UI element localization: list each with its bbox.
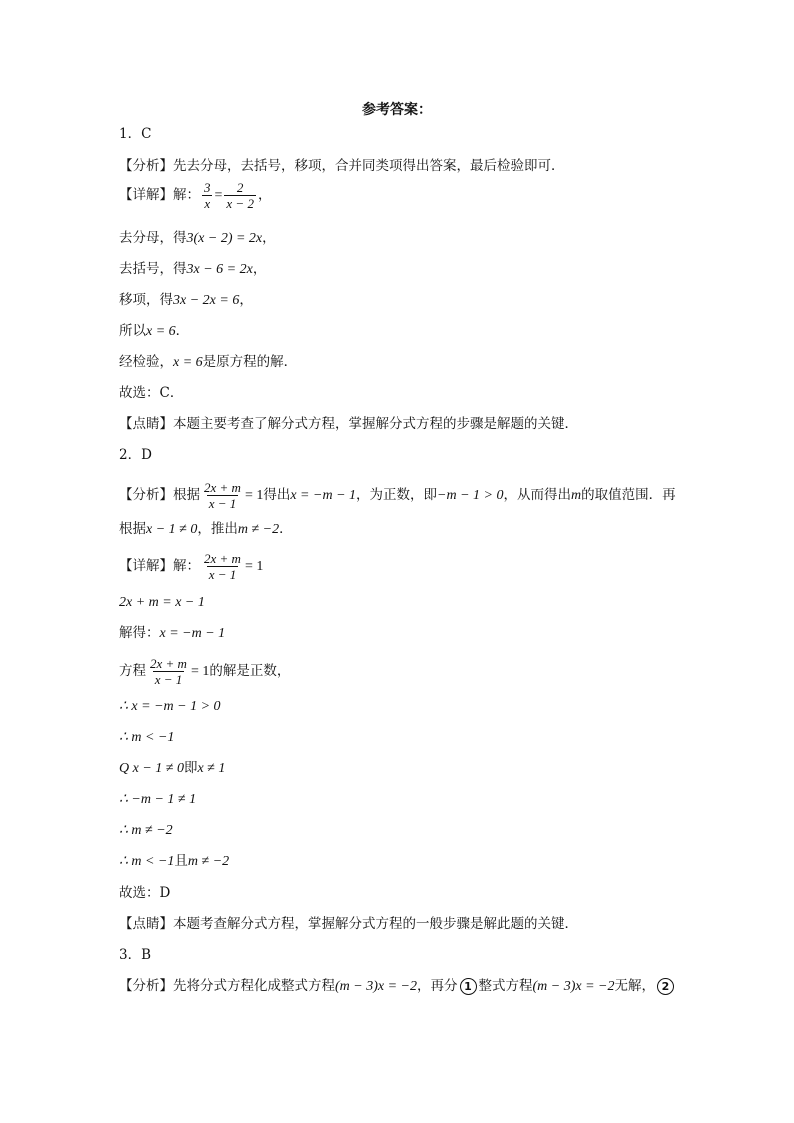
page-title: 参考答案： [362, 102, 432, 118]
math: (m − 3)x = −2 [335, 979, 417, 994]
punct: ， [252, 261, 267, 277]
q3-analysis [119, 976, 676, 997]
q2-line-a [119, 592, 205, 613]
frac-den: x − 1 [208, 567, 237, 582]
q2-head: 2．D [119, 447, 152, 463]
text: ，从而得出 [503, 487, 571, 503]
frac-num: 2 [236, 180, 244, 195]
text: 解得： [119, 625, 160, 641]
punct: ． [175, 323, 190, 339]
text: 【分析】先将分式方程化成整式方程 [119, 978, 335, 994]
math: m ≠ −2 [187, 854, 230, 869]
frac-den: x − 2 [226, 196, 254, 211]
circled-number: 2 [657, 978, 674, 995]
q2-step-2 [119, 727, 174, 748]
text: 即 [183, 760, 198, 776]
frac-num: 2x + m [204, 551, 241, 566]
text: 【详解】解： [119, 558, 200, 574]
q2-equation [119, 656, 290, 687]
equals-one: = 1 [244, 488, 264, 503]
q1-fraction-right [224, 180, 256, 211]
q1-analysis: 【分析】先去分母，去括号，移项，合并同类项得出答案，最后检验即可． [119, 158, 565, 174]
punct: ， [257, 187, 272, 203]
q1-fraction-left [202, 180, 213, 211]
step-math: x = 6 [146, 324, 176, 339]
math: ∴ m < −1 [119, 730, 175, 745]
q1-comment: 【点睛】本题主要考查了解分式方程，掌握解分式方程的步骤是解题的关键． [119, 416, 578, 432]
q1-step-1 [119, 228, 276, 249]
math: ∴ m < −1 [119, 854, 175, 869]
math: x = −m − 1 [159, 626, 226, 641]
math: ∴ x = −m − 1 > 0 [119, 699, 221, 714]
step-text: 是原方程的解． [202, 354, 298, 370]
punct: ， [262, 230, 276, 246]
step-math: 3(x − 2) = 2x [186, 231, 263, 246]
q2-analysis [119, 480, 676, 511]
math: m ≠ −2 [237, 522, 280, 537]
math: ∴ −m − 1 ≠ 1 [119, 792, 197, 807]
math: −m − 1 > 0 [437, 488, 504, 503]
text: 且 [174, 853, 188, 869]
text: 根据 [119, 521, 146, 537]
text: ，为正数，即 [356, 487, 438, 503]
text: 无解， [614, 978, 655, 994]
step-text: 去分母，得 [119, 230, 187, 246]
q2-equation-fraction [148, 656, 189, 687]
math: x − 1 ≠ 0 [146, 522, 198, 537]
q1-step-3 [119, 290, 253, 311]
text: 得出 [263, 487, 291, 503]
math: (m − 3)x = −2 [532, 979, 615, 994]
q2-step-3 [119, 758, 225, 779]
step-text: 经检验， [119, 354, 173, 370]
text: ． [279, 521, 293, 537]
q1-detail-label: 【详解】解： [119, 187, 200, 203]
frac-num: 2x + m [150, 656, 187, 671]
q1-head: 1．C [119, 126, 152, 142]
step-math: x = 6 [173, 355, 203, 370]
math: x = −m − 1 [290, 488, 357, 503]
step-math: 3x − 2x = 6 [173, 293, 240, 308]
q1-step-4 [119, 321, 189, 342]
step-text: 所以 [119, 323, 146, 339]
equals-one: = 1 [244, 559, 264, 574]
frac-den: x − 1 [208, 496, 237, 511]
equals-sign: = [214, 188, 223, 203]
q1-step-2 [119, 259, 266, 280]
q1-check [119, 352, 297, 373]
text: 【分析】根据 [119, 487, 200, 503]
step-text: 移项，得 [119, 292, 173, 308]
frac-den: x − 1 [154, 672, 183, 687]
q2-choice: 故选：D [119, 885, 171, 901]
q2-solve [119, 623, 225, 644]
q1-choice: 故选：C． [119, 385, 184, 401]
step-text: 去括号，得 [119, 261, 187, 277]
q2-analysis-cont [119, 519, 293, 540]
q1-detail [119, 180, 271, 211]
text: ，再分 [417, 978, 458, 994]
math: 2x + m = x − 1 [119, 595, 205, 610]
frac-num: 2x + m [204, 480, 241, 495]
text: 方程 [119, 663, 146, 679]
q2-step-1 [119, 696, 221, 717]
q2-comment: 【点睛】本题考查解分式方程，掌握解分式方程的一般步骤是解此题的关键． [119, 916, 578, 932]
text: 的取值范围．再 [581, 487, 676, 503]
frac-num: 3 [204, 180, 211, 195]
punct: ， [239, 292, 253, 308]
q2-detail [119, 551, 263, 582]
equals-one: = 1 [190, 664, 210, 679]
math: ∴ m ≠ −2 [119, 823, 173, 838]
q3-head: 3．B [119, 947, 152, 963]
math: x ≠ 1 [197, 761, 226, 776]
text: ，推出 [197, 521, 238, 537]
q2-fraction [202, 480, 243, 511]
math: m [570, 488, 582, 503]
q2-step-4 [119, 789, 196, 810]
step-math: 3x − 6 = 2x [186, 262, 253, 277]
frac-den: x [204, 196, 211, 211]
circled-number: 1 [460, 978, 477, 995]
q2-step-5 [119, 820, 173, 841]
q2-detail-fraction [202, 551, 243, 582]
math: Q x − 1 ≠ 0 [119, 761, 184, 776]
text: 整式方程 [478, 978, 533, 994]
q2-step-6 [119, 851, 229, 872]
text: 的解是正数， [209, 663, 291, 679]
